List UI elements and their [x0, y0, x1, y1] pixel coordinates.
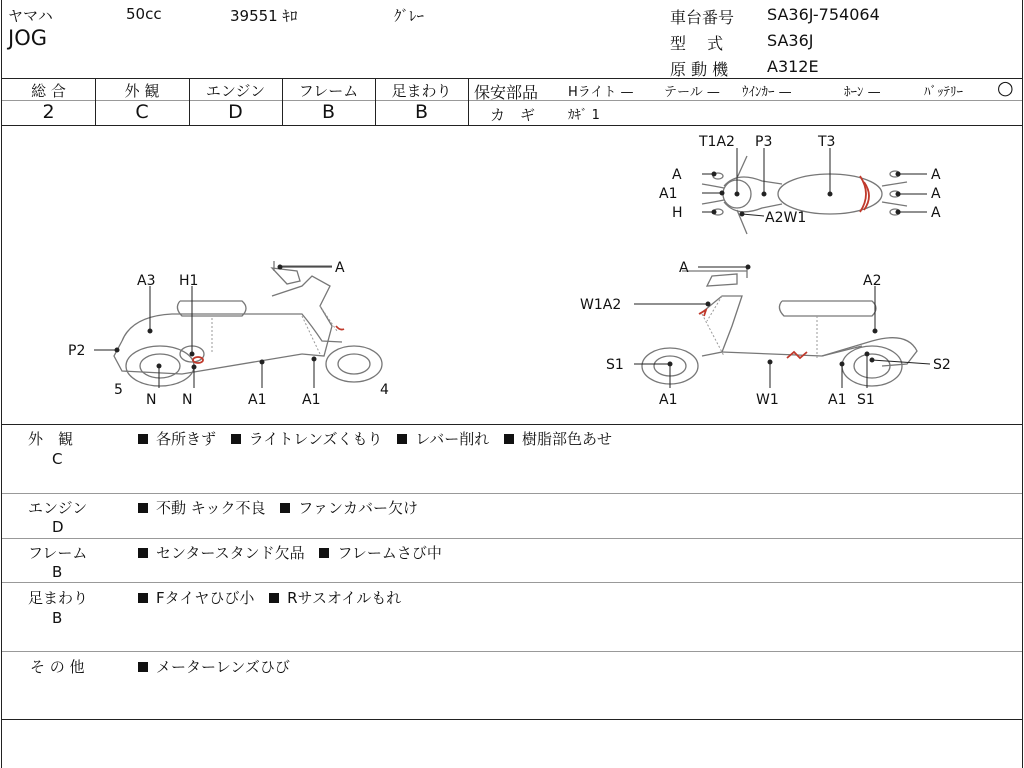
comment-item: 樹脂部色あせ — [522, 430, 613, 448]
label-p2: P2 — [68, 343, 86, 359]
comment-label-exterior: 外 観 — [28, 430, 74, 448]
comment-grade-suspension: B — [52, 609, 63, 627]
key-label: カ ギ — [490, 106, 536, 124]
label-s2: S2 — [933, 357, 951, 373]
label-s1: S1 — [606, 357, 624, 373]
divider — [2, 78, 1022, 79]
divider — [2, 651, 1022, 652]
frame-no: SA36J-754064 — [767, 5, 880, 24]
type-value: SA36J — [767, 31, 814, 50]
comment-item: Rサスオイルもれ — [287, 589, 402, 607]
engine-value: A312E — [767, 57, 819, 76]
model-name: JOG — [8, 26, 47, 50]
comment-items-exterior — [138, 428, 622, 449]
grade-header-engine: エンジン — [205, 82, 266, 100]
safety-headlight: Hライト — — [568, 85, 634, 100]
comment-items-other — [138, 656, 300, 677]
grade-header-exterior: 外 観 — [124, 82, 160, 100]
comment-item: ライトレンズくもり — [248, 430, 383, 448]
bullet-icon — [397, 434, 407, 444]
grade-header-frame: フレーム — [298, 82, 359, 100]
label-a1: A1 — [659, 186, 678, 202]
displacement: 50cc — [126, 5, 162, 23]
color: ｸﾞﾚｰ — [394, 7, 425, 25]
divider — [469, 100, 1022, 101]
safety-winker: ｳｲﾝｶｰ — — [742, 85, 792, 100]
label-n: N — [146, 392, 157, 408]
label-a: A — [672, 167, 682, 183]
label-a: A — [931, 167, 941, 183]
bullet-icon — [269, 593, 279, 603]
label-h: H — [672, 205, 683, 221]
comment-label-frame: フレーム — [28, 544, 88, 562]
grade-exterior: C — [135, 101, 149, 123]
label-a1: A1 — [659, 392, 678, 408]
comment-item: レバー削れ — [415, 430, 490, 448]
label-p3: P3 — [755, 134, 773, 150]
bullet-icon — [504, 434, 514, 444]
bullet-icon — [138, 548, 148, 558]
label-4: 4 — [380, 382, 389, 398]
label-a2w1: A2W1 — [765, 210, 807, 226]
bullet-icon — [319, 548, 329, 558]
mileage: 39551 ｷﾛ — [230, 7, 298, 25]
comment-grade-engine: D — [52, 518, 64, 536]
label-t3: T3 — [818, 134, 836, 150]
safety-horn: ﾎｰﾝ — — [844, 85, 881, 100]
divider — [468, 78, 469, 125]
label-h1: H1 — [179, 273, 199, 289]
divider — [2, 582, 1022, 583]
label-s1: S1 — [857, 392, 875, 408]
label-w1a2: W1A2 — [580, 297, 622, 313]
safety-battery: ﾊﾞｯﾃﾘｰ — [924, 85, 963, 100]
label-a: A — [335, 260, 345, 276]
comment-label-engine: エンジン — [28, 499, 88, 517]
label-w1: W1 — [756, 392, 779, 408]
divider — [2, 424, 1022, 425]
bullet-icon — [280, 503, 290, 513]
divider — [2, 719, 1022, 720]
label-a1: A1 — [302, 392, 321, 408]
damage-diagram — [2, 126, 1022, 424]
grade-header-suspension: 足まわり — [391, 82, 452, 100]
label-n: N — [182, 392, 193, 408]
comment-item: Fタイヤひび小 — [156, 589, 255, 607]
bullet-icon — [138, 662, 148, 672]
label-a3: A3 — [137, 273, 156, 289]
grade-suspension: B — [414, 101, 429, 123]
comment-item: 各所きず — [156, 430, 217, 448]
comment-item: フレームさび中 — [337, 544, 442, 562]
inspection-sheet — [1, 0, 1023, 768]
grade-header-overall: 総 合 — [31, 82, 66, 100]
bullet-icon — [138, 434, 148, 444]
comment-grade-exterior: C — [52, 450, 63, 468]
label-a2: A2 — [863, 273, 882, 289]
bullet-icon — [138, 503, 148, 513]
comment-label-suspension: 足まわり — [28, 589, 89, 607]
comment-item: ファンカバー欠け — [298, 499, 418, 517]
comment-item: メーターレンズひび — [156, 658, 290, 676]
label-a1: A1 — [828, 392, 847, 408]
grade-overall: 2 — [42, 101, 55, 123]
comment-items-suspension — [138, 587, 411, 608]
battery-ok-mark: ○ — [997, 77, 1014, 99]
label-a1: A1 — [248, 392, 267, 408]
comment-item: 不動 キック不良 — [156, 499, 266, 517]
type-label: 型 式 — [670, 34, 724, 53]
label-t1a2: T1A2 — [699, 134, 735, 150]
maker: ヤマハ — [8, 7, 53, 25]
label-a: A — [931, 205, 941, 221]
label-a: A — [931, 186, 941, 202]
grade-frame: B — [321, 101, 336, 123]
comment-items-frame — [138, 542, 452, 563]
safety-taillight: テール — — [664, 85, 720, 100]
engine-label: 原 動 機 — [670, 60, 729, 79]
comment-label-other: そ の 他 — [30, 658, 85, 676]
label-5: 5 — [114, 382, 123, 398]
divider — [2, 538, 1022, 539]
bullet-icon — [138, 593, 148, 603]
key-value: ｶｷﾞ 1 — [568, 108, 600, 123]
comment-item: センタースタンド欠品 — [156, 544, 305, 562]
comment-grade-frame: B — [52, 563, 63, 581]
frame-no-label: 車台番号 — [670, 8, 735, 27]
label-a: A — [679, 260, 689, 276]
divider — [2, 493, 1022, 494]
bullet-icon — [231, 434, 241, 444]
safety-label: 保安部品 — [474, 83, 539, 102]
comment-items-engine — [138, 497, 428, 518]
grade-engine: D — [228, 101, 243, 123]
